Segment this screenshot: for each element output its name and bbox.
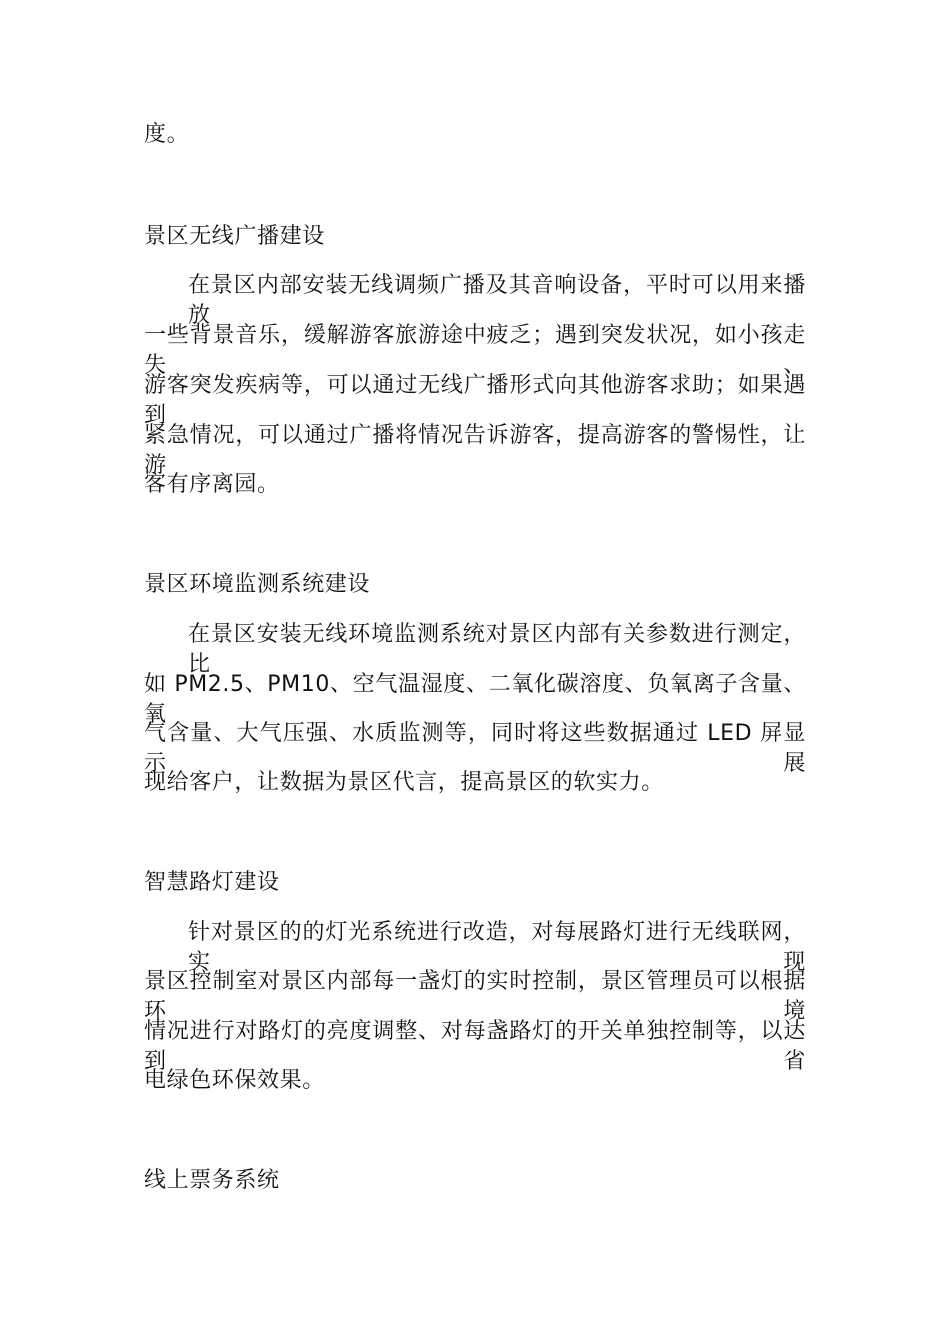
paragraph-line: 在景区安装无线环境监测系统对景区内部有关参数进行测定，比 [188, 622, 806, 677]
paragraph-line: 情况进行对路灯的亮度调整、对每盏路灯的开关单独控制等，以达到省 [144, 1019, 806, 1074]
paragraph-line: 紧急情况，可以通过广播将情况告诉游客，提高游客的警惕性，让游 [144, 423, 806, 478]
paragraph-line: 电绿色环保效果。 [144, 1068, 325, 1093]
section-heading-online-ticketing: 线上票务系统 [144, 1168, 280, 1193]
section-heading-wireless-broadcast: 景区无线广播建设 [144, 224, 325, 249]
intro-fragment: 度。 [144, 122, 190, 147]
paragraph-line: 如 PM2.5、PM10、空气温湿度、二氧化碳溶度、负氧离子含量、氧 [144, 672, 806, 727]
paragraph-line: 一些背景音乐，缓解游客旅游途中疲乏；遇到突发状况，如小孩走失、 [144, 323, 806, 378]
section-heading-smart-streetlight: 智慧路灯建设 [144, 870, 280, 895]
section-heading-environment-monitoring: 景区环境监测系统建设 [144, 572, 371, 597]
paragraph-line: 针对景区的的灯光系统进行改造，对每展路灯进行无线联网，实现 [188, 920, 806, 975]
paragraph-line: 气含量、大气压强、水质监测等，同时将这些数据通过 LED 屏显示展 [144, 721, 806, 776]
paragraph-line: 现给客户，让数据为景区代言，提高景区的软实力。 [144, 770, 664, 795]
paragraph-line: 景区控制室对景区内部每一盏灯的实时控制，景区管理员可以根据环境 [144, 969, 806, 1024]
paragraph-line: 客有序离园。 [144, 472, 280, 497]
paragraph-line: 在景区内部安装无线调频广播及其音响设备，平时可以用来播放 [188, 273, 806, 328]
paragraph-line: 游客突发疾病等，可以通过无线广播形式向其他游客求助；如果遇到 [144, 373, 806, 428]
